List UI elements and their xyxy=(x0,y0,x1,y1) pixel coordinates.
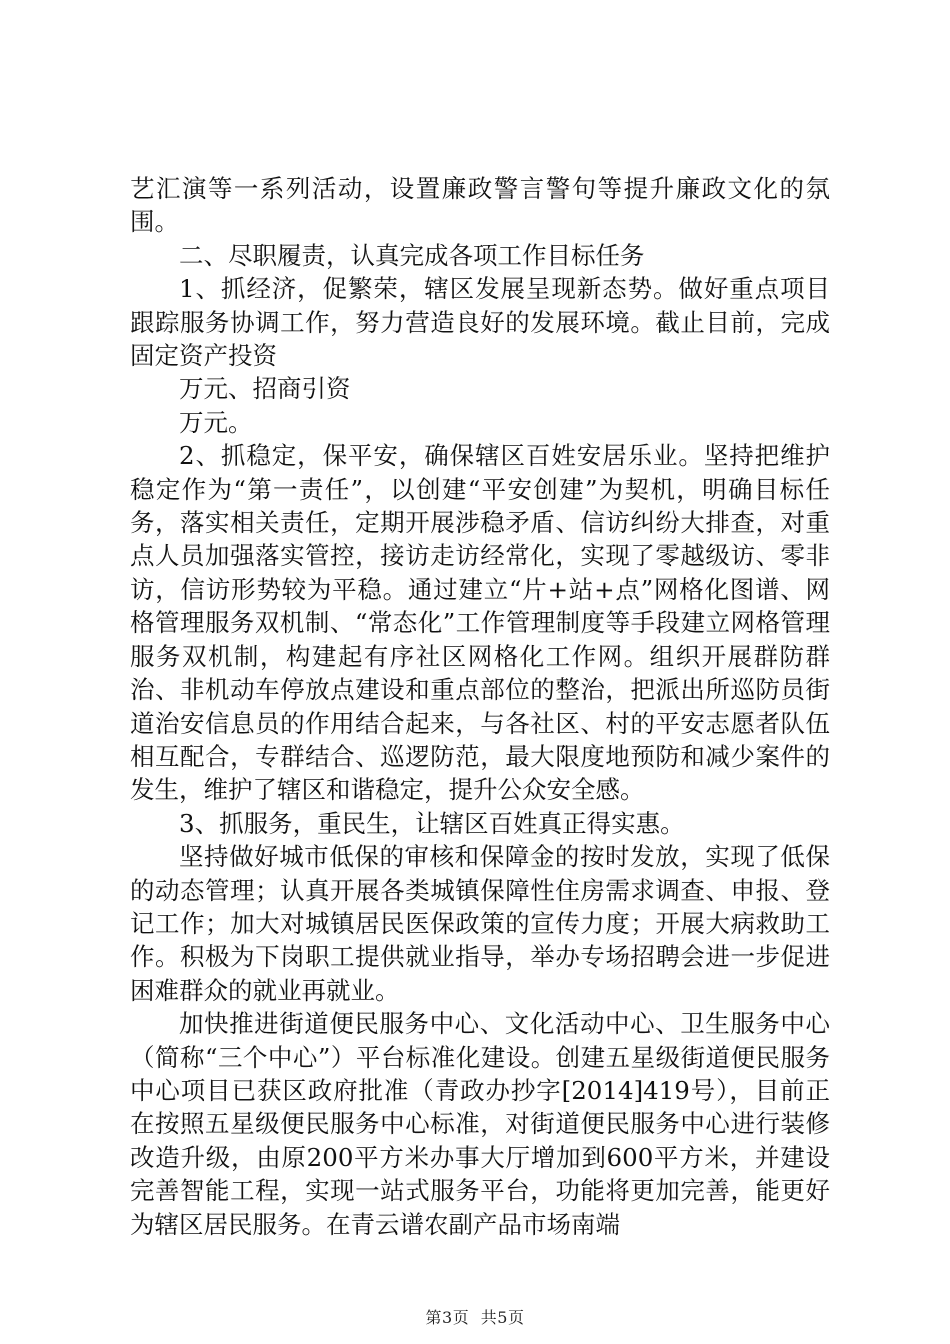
paragraph-fragment: 万元、招商引资 xyxy=(179,374,351,404)
paragraph-centers: 加快推进街道便民服务中心、文化活动中心、卫生服务中心（简称“三个中心”）平台标准化建设。创建五星级街道便民服务中心项目已获区政府批准（青政办抄字[2014]419号），目前正在按照五星级便民服务中心标准，对街道便民服务中心进行装修改造升级，由原200平方米办事大厅增加到600平方米，并建设完善智能工程，实现一站式服务平台，功能将更加完善，能更好为辖区居民服务。在青云谱农副产品市场南端 xyxy=(130,1009,830,1239)
page-number: 第3页 xyxy=(425,1308,470,1327)
paragraph-welfare: 坚持做好城市低保的审核和保障金的按时发放，实现了低保的动态管理；认真开展各类城镇保障性住房需求调查、申报、登记工作；加大对城镇居民医保政策的宣传力度；开展大病救助工作。积极为下岗职工提供就业指导，举办专场招聘会进一步促进困难群众的就业再就业。 xyxy=(130,842,830,1005)
paragraph-service-heading: 3、抓服务，重民生，让辖区百姓真正得实惠。 xyxy=(179,808,685,838)
document-body xyxy=(130,172,830,1241)
paragraph-continuation: 艺汇演等一系列活动，设置廉政警言警句等提升廉政文化的氛围。 xyxy=(130,174,830,237)
paragraph-fragment: 万元。 xyxy=(179,407,253,437)
page-footer xyxy=(0,1305,950,1328)
paragraph-economy: 1、抓经济，促繁荣，辖区发展呈现新态势。做好重点项目跟踪服务协调工作，努力营造良好的发展环境。截止目前，完成固定资产投资 xyxy=(130,274,830,371)
section-heading: 二、尽职履责，认真完成各项工作目标任务 xyxy=(179,240,645,270)
page-total: 共5页 xyxy=(480,1308,525,1327)
paragraph-stability: 2、抓稳定，保平安，确保辖区百姓安居乐业。坚持把维护稳定作为“第一责任”，以创建“平安创建”为契机，明确目标任务，落实相关责任，定期开展涉稳矛盾、信访纠纷大排查，对重点人员加强落实管控，接访走访经常化，实现了零越级访、零非访，信访形势较为平稳。通过建立“片+站+点”网格化图谱、网格管理服务双机制、“常态化”工作管理制度等手段建立网格管理服务双机制，构建起有序社区网格化工作网。组织开展群防群治、非机动车停放点建设和重点部位的整治，把派出所巡防员街道治安信息员的作用结合起来，与各社区、村的平安志愿者队伍相互配合，专群结合、巡逻防范，最大限度地预防和减少案件的发生，维护了辖区和谐稳定，提升公众安全感。 xyxy=(130,441,830,805)
